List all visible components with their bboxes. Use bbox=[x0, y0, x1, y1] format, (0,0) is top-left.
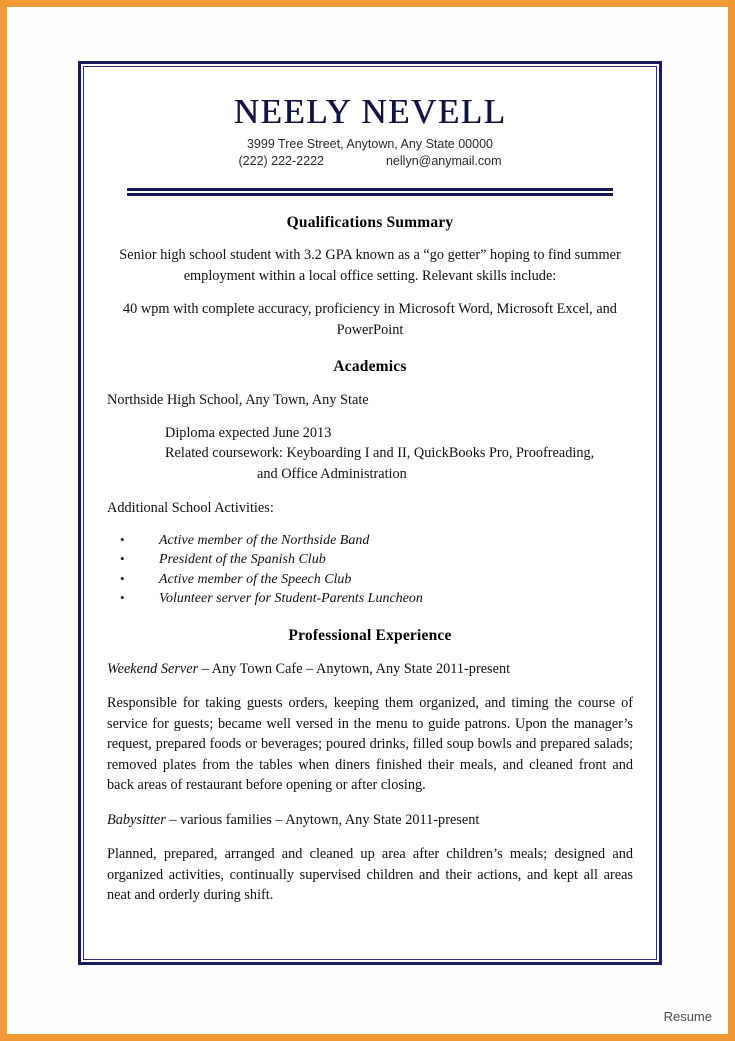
job-meta: – various families – Anytown, Any State 2011-present bbox=[165, 811, 480, 828]
job-title-line bbox=[107, 659, 633, 680]
academics-school: Northside High School, Any Town, Any State bbox=[107, 392, 369, 408]
job-title: Weekend Server bbox=[107, 660, 199, 677]
activities-list bbox=[107, 531, 633, 609]
job-meta: – Any Town Cafe – Anytown, Any State 2011-present bbox=[198, 660, 511, 677]
qualifications-paragraph-1: Senior high school student with 3.2 GPA known as a “go getter” hoping to find summer employment within a local office setting. Relevant skills include: bbox=[119, 247, 621, 284]
job-description: Responsible for taking guests orders, keeping them organized, and timing the course of service for guests; became well versed in the menu to guide patrons. Upon the manager’s request, prepared foods or beverages; poured drinks, filled soup bowls and prepared salads; removed plates from the tables when diners finished their meals, and cleaned front and back areas of restaurant before opening or after closing. bbox=[107, 695, 633, 793]
list-item: • Volunteer server for Student-Parents Luncheon bbox=[107, 589, 633, 609]
list-item: • President of the Spanish Club bbox=[107, 550, 633, 570]
academics-coursework: Related coursework: Keyboarding I and II, QuickBooks Pro, Proofreading, bbox=[165, 445, 595, 461]
academics-coursework-continued: and Office Administration bbox=[257, 465, 407, 482]
resume-header bbox=[107, 92, 633, 170]
job-title-line bbox=[107, 810, 633, 831]
academics-details bbox=[165, 423, 633, 485]
resume-content bbox=[81, 64, 659, 962]
job-description: Planned, prepared, arranged and cleaned up area after children’s meals; designed and organized activities, continually supervised children and their actions, and kept all areas neat and orderly during shift. bbox=[107, 846, 633, 903]
header-divider-rule bbox=[127, 188, 613, 196]
section-heading-qualifications: Qualifications Summary bbox=[286, 214, 454, 231]
page-caption: Resume bbox=[663, 1009, 712, 1024]
job-title: Babysitter bbox=[107, 811, 166, 828]
academics-diploma: Diploma expected June 2013 bbox=[165, 424, 332, 441]
activities-label: Additional School Activities: bbox=[107, 500, 274, 516]
list-item: • Active member of the Northside Band bbox=[107, 531, 633, 551]
qualifications-paragraph-2: 40 wpm with complete accuracy, proficiency in Microsoft Word, Microsoft Excel, and PowerPoint bbox=[123, 301, 617, 338]
contact-row bbox=[107, 153, 633, 170]
section-heading-experience: Professional Experience bbox=[288, 626, 452, 644]
list-item: • Active member of the Speech Club bbox=[107, 570, 633, 590]
candidate-email: nellyn@anymail.com bbox=[385, 154, 502, 168]
paper-surface bbox=[7, 7, 728, 1034]
candidate-address: 3999 Tree Street, Anytown, Any State 00000 bbox=[246, 137, 493, 151]
candidate-name: NEELY NEVELL bbox=[233, 92, 507, 131]
section-heading-academics: Academics bbox=[333, 358, 407, 375]
candidate-phone: (222) 222-2222 bbox=[238, 154, 324, 168]
resume-document-border bbox=[78, 61, 662, 965]
